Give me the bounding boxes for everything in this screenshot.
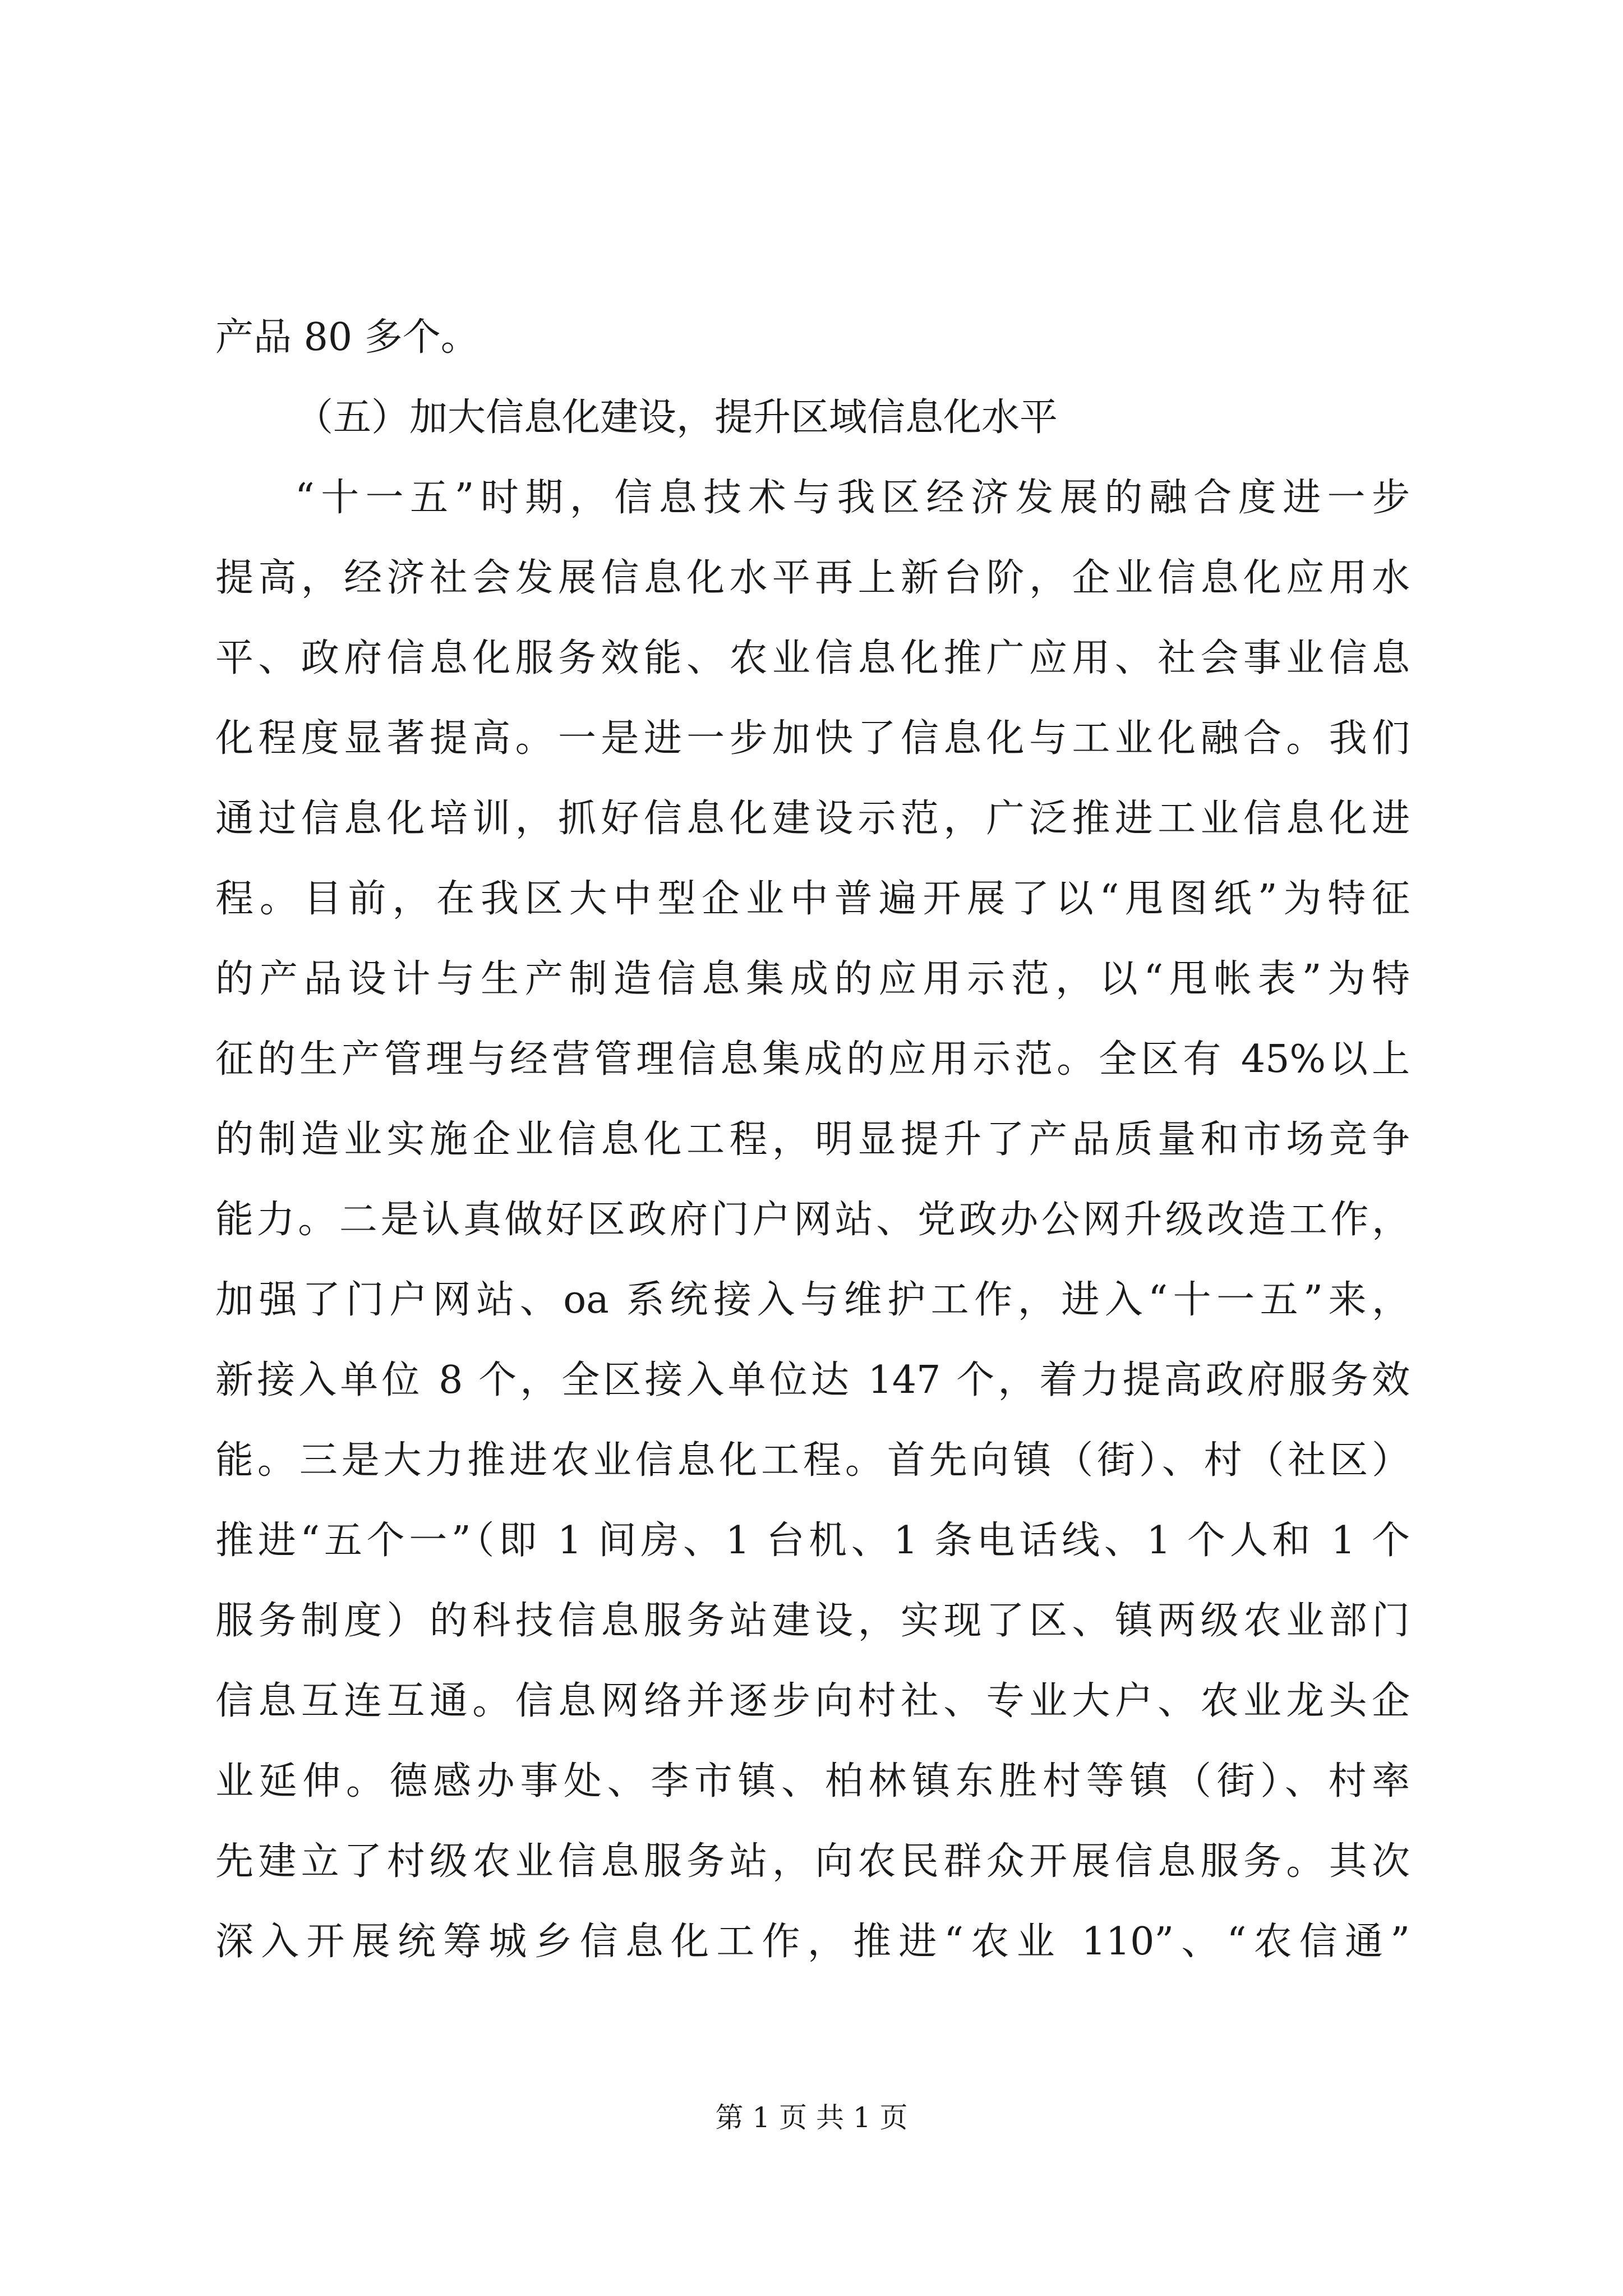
document-body	[215, 297, 1410, 1982]
text-line: 能力。二是认真做好区政府门户网站、党政办公网升级改造工作，	[215, 1198, 1410, 1242]
text-line: “十一五”时期，信息技术与我区经济发展的融合度进一步	[295, 476, 1410, 520]
text-line: 通过信息化培训，抓好信息化建设示范，广泛推进工业信息化进	[215, 797, 1410, 841]
text-line: 的制造业实施企业信息化工程，明显提升了产品质量和市场竞争	[215, 1117, 1410, 1162]
text-line: 平、政府信息化服务效能、农业信息化推广应用、社会事业信息	[215, 636, 1410, 680]
text-line: 深入开展统筹城乡信息化工作，推进“农业 110”、“农信通”	[215, 1920, 1410, 1964]
text-line: 加强了门户网站、oa 系统接入与维护工作，进入“十一五”来，	[215, 1278, 1410, 1322]
text-line: 新接入单位 8 个，全区接入单位达 147 个，着力提高政府服务效	[215, 1358, 1410, 1402]
page-footer	[0, 2098, 1623, 2137]
text-line: 的产品设计与生产制造信息集成的应用示范，以“甩帐表”为特	[215, 957, 1410, 1001]
text-line: 提高，经济社会发展信息化水平再上新台阶，企业信息化应用水	[215, 556, 1410, 600]
text-line: 业延伸。德感办事处、李市镇、柏林镇东胜村等镇（街）、村率	[215, 1759, 1410, 1803]
text-line: 服务制度）的科技信息服务站建设，实现了区、镇两级农业部门	[215, 1599, 1410, 1643]
text-line: 化程度显著提高。一是进一步加快了信息化与工业化融合。我们	[215, 716, 1410, 761]
text-line: 产品 80 多个。	[215, 315, 479, 360]
page-total: 共 1 页	[815, 2101, 908, 2134]
text-line: 能。三是大力推进农业信息化工程。首先向镇（街）、村（社区）	[215, 1438, 1410, 1483]
section-heading: （五）加大信息化建设，提升区域信息化水平	[295, 395, 1058, 440]
text-line: 先建立了村级农业信息服务站，向农民群众开展信息服务。其次	[215, 1839, 1410, 1884]
text-line: 信息互连互通。信息网络并逐步向村社、专业大户、农业龙头企	[215, 1679, 1410, 1723]
text-line: 程。目前，在我区大中型企业中普遍开展了以“甩图纸”为特征	[215, 877, 1410, 921]
text-line: 推进“五个一”（即 1 间房、1 台机、1 条电话线、1 个人和 1 个	[215, 1519, 1410, 1563]
page-number: 第 1 页	[715, 2101, 808, 2134]
text-line: 征的生产管理与经营管理信息集成的应用示范。全区有 45%以上	[215, 1037, 1410, 1082]
